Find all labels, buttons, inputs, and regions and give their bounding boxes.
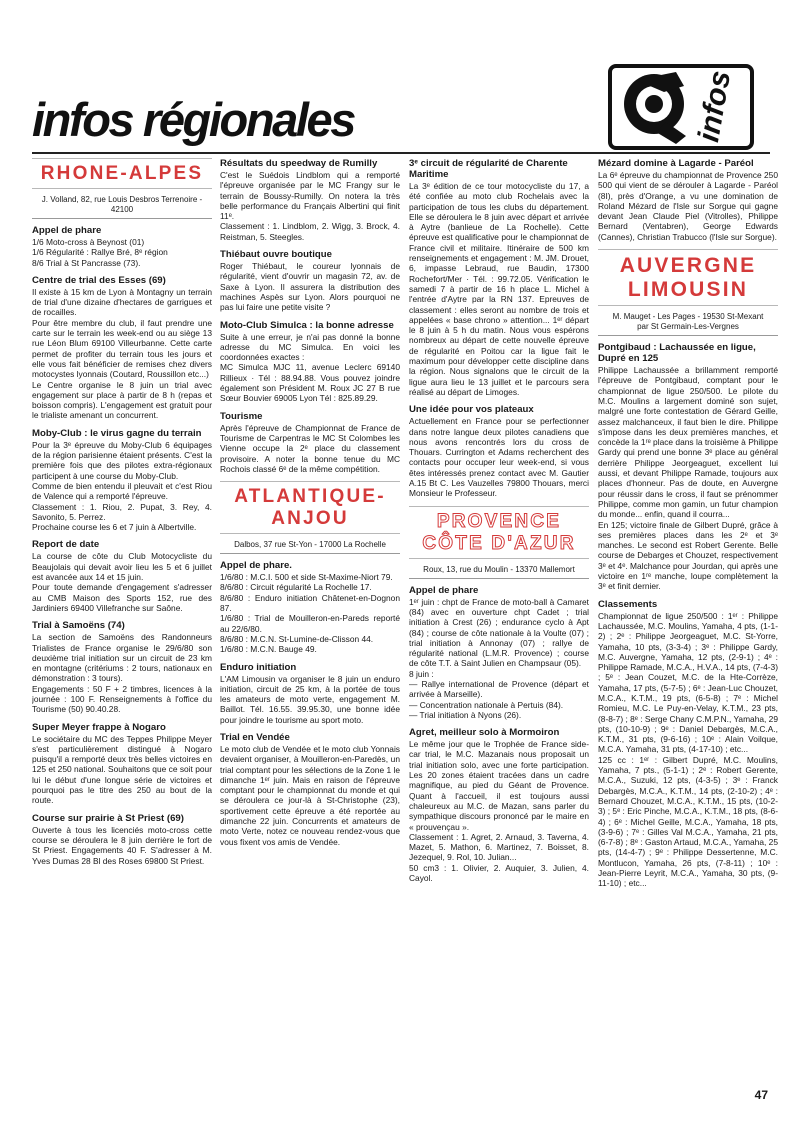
region-name: RHONE-ALPES	[40, 163, 204, 184]
article-appel-de-phare	[409, 585, 589, 721]
article-trial-en-vendee	[220, 732, 400, 847]
article-body: 1ᵉʳ juin : chpt de France de moto-ball à Camaret (84) avec en ouverture chpt Cadet ; trial initiation à Crest (26) ; endurance cyclo à Apt (84) ; course de côte nationale à la Voulte (07) ; trial initiation à Annonay (07) ; rallye de régularité national (L.M.R. Provence) ; course de côte T.T. à Saint Julien en Champsaur (05). 8 juin : — Rallye international de Provence (départ et arrivée à Marseille). — Concentration nationale à Pertuis (84). — Trial initiation à Nyons (26).	[409, 596, 589, 720]
article-headline: Agret, meilleur solo à Mormoiron	[409, 727, 560, 739]
region-name: ATLANTIQUE-ANJOU	[234, 486, 386, 530]
article-body: Le sociétaire du MC des Teppes Philippe Meyer s'est particulièrement distingué à Nogaro puisqu'il a remporté deux très belles victoires en 125 et 250 national. Souhaitons que ce soit pour lui le début d'une longue série de victoires et pourquoi pas le titre des 250 au bout de la route.	[32, 733, 212, 806]
article-headline: Classements	[598, 598, 658, 610]
region-header-provence-cote-d-azur	[409, 506, 589, 559]
article-headline: Une idée pour vos plateaux	[409, 404, 534, 416]
article-headline: Appel de phare	[409, 584, 479, 596]
article-body: 1/6 Moto-cross à Beynost (01) 1/6 Régularité : Rallye Bré, 8ᵉ région 8/6 Trial à St Pancrasse (73).	[32, 237, 168, 268]
article-body: Championnat de ligue 250/500 : 1ᵉʳ : Philippe Lachaussée, M.C. Moulins, Yamaha, 4 pts, (1-1-2) ; 2ᵉ : Philippe Jeorgeaguet, M.C. St-Yorre, Yamaha, 10 pts, (3-3-4) ; 3ᵉ : Philippe Gardy, M.C. Auvergne, Yamaha, 12 pts, (2-9-1) ; 4ᵉ : Philippe Ramade, M.C.A., H.V.A., 14 pts, (7-4-3) ; 5ᵉ : Jean Couzet, M.C. de la Hte-Corrèze, Yamaha, 17 pts, (5-7-5) ; 6ᵉ : Jean-Luc Chouzet, M.C.A., K.T.M., 19 pts, (6-5-8) ; 7ᵉ : Michel Romieu, M.C. Le Puy-en-Velay, K.T.M., 23 pts, (8-8-7) ; 8ᵉ : Serge Chany C.M.P.N., Yamaha, 29 pts, (10-10-9) ; 9ᵉ : Daniel Debargès, M.C.A., K.T.M., 31 pts, (9-6-16) ; 10ᵉ : Alain Voilque, M.C.A. Yamaha, 31 pts, (4-17-10) ; etc... 125 cc : 1ᵉʳ : Gilbert Dupré, M.C. Moulins, Yamaha, 7 pts., (5-1-1) ; 2ᵉ : Robert Gerente, M.C.A., Suzuki, 12 pts, (4-3-5) ; 3ᵉ : Franck Debargès, M.C.A., K.T.M., 14 pts, (2-10-2) ; 4ᵉ : Bernard Chouzet, M.C.A., K.T.M., 15 pts, (10-2-3) ; 5ᵉ : Eric Pinche, M.C.A., K.T.M., 18 pts, (8-6-4) ; 6ᵉ : Michel Geille, M.C.A., Yamaha, 18 pts, (3-9-6) ; 7ᵉ : Gilles Val M.C.A., Yamaha, 21 pts, (6-7-8) ; 8ᵉ : Gaston Artaud, M.C.A., Yamaha, 25 pts, (14-4-7) ; 9ᵉ : Philippe Dessertenne, M.C. Montlucon, Yamaha, 26 pts, (7-8-11) ; 10ᵉ : Jean-Pierre Leyrit, M.C.A., Yamaha, 30 pts, (9-11-10) ; etc...	[598, 610, 778, 889]
article-headline: Report de date	[32, 539, 100, 551]
column-1	[32, 158, 212, 1100]
article-appel-de-phare	[32, 225, 212, 268]
article-pontgibaud-lachaussee-en-ligue-dupre-en-	[598, 342, 778, 592]
article-headline: Course sur prairie à St Priest (69)	[32, 812, 184, 824]
article-thiebaut-ouvre-boutique	[220, 249, 400, 312]
page-title: infos régionales	[32, 93, 355, 146]
article-body: La course de côte du Club Motocycliste du Beaujolais qui devait avoir lieu les 5 et 6 juillet est avancée aux 14 et 15 juin. Pour toute demande d'engagement s'adresser au CMB Maison des Sports 152, rue des Jardiniers 69400 Villefranche sur Saône.	[32, 551, 212, 613]
article-centre-de-trial-des-esses-69	[32, 275, 212, 421]
article-body: L'AM Limousin va organiser le 8 juin un enduro initiation, circuit de 25 km, à la portée de tous les amateurs de moto verte, engagement M. Baillot. Tél. 16.55. 39.95.30, une bonne idée pour joindre le tourisme au sport moto.	[220, 673, 400, 725]
article-headline: Appel de phare.	[220, 560, 292, 572]
logo-text: infos	[692, 68, 738, 145]
article-une-idee-pour-vos-plateaux	[409, 404, 589, 498]
article-headline: Trial en Vendée	[220, 731, 290, 743]
article-headline: Super Meyer frappe à Nogaro	[32, 721, 166, 733]
article-body: Après l'épreuve de Championnat de France de Tourisme de Carpentras le MC St Colombes les Vienne occupe la 2ᵉ place du classement provisoire. A noter la bonne tenue du MC Rochois classé 6ᵉ de la même compétition.	[220, 422, 400, 474]
region-correspondent-address: J. Volland, 82, rue Louis Desbros Terrenoire - 42100	[32, 193, 212, 219]
region-header-auvergne-limousin	[598, 249, 778, 306]
article-body: Il existe à 15 km de Lyon à Montagny un terrain de trial d'une dizaine d'hectares de garrigues et de rocailles. Pour être membre du club, il faut prendre une carte sur le terrain les week-end ou au siège 13 rue Léon Blum 69100 Villeurbanne. Cette carte permet de profiter du terrain tous les jours et elle vous fait bénéficier de remises chez divers motocystes lyonnais (Coutard, Roussillon etc...) Le Centre organise le 8 juin un trial avec engagement sur place à partir de 8 h (repas et boisson compris). L'engagement est gratuit pour le trialiste amenant un concurrent.	[32, 286, 212, 421]
article-headline: Appel de phare	[32, 225, 102, 236]
article-headline: Moby-Club : le virus gagne du terrain	[32, 427, 202, 439]
region-correspondent-address: M. Mauget - Les Pages - 19530 St-Mexant par St Germain-Les-Vergnes	[598, 310, 778, 336]
article-body: La 6ᵉ épreuve du championnat de Provence 250 500 qui vient de se dérouler à Lagarde - Paréol (8I), près d'Orange, a vu une domination de Roland Mézard de l'Isle sur Sorgue qui gagne devant Jean Claude Piel (Vitrolles), Philippe Bernard (Ventabren), George Edwards (Cannes), Christian Trabucco (l'Isle sur Sorgue).	[598, 170, 778, 242]
article-body: La 3ᵉ édition de ce tour motocycliste du 17, a été confiée au moto club Rochelais avec la participation de tous les clubs du département. Elle se déroulera le 8 juin avec départ et arrivée à Aytre (banlieue de La Rochelle). Cette épreuve est qualificative pour le championnat de France civil et militaire. Itinéraire de 500 km renseignements et engagement : M. JM. Drouet, 6, impasse Lebraud, rue Baudin, 17300 Rochefort/Mer · Tél. : 99.72.05. Vérification le samedi 7 à partir de 16 h place L. Michel à l'entrée d'Aytre par la RN 137. Epreuves de classement : elles seront au nombre de trois et appelées « base chrono » attention... 1ᵉʳ départ le 8 juin à 5 h du matin. Nous vous espérons nombreux au départ de cette nouvelle épreuve de régularité en Poitou car la ligue fait le maximum pour développer cette discipline dans la région. Nous signalons que le circuit de la ligue aura lieu le 13 juillet et le parcours sera réalisé au départ de Limoges.	[409, 181, 589, 397]
region-header-atlantique-anjou	[220, 481, 400, 534]
region-name: AUVERGNE LIMOUSIN	[619, 254, 757, 302]
article-appel-de-phare	[220, 560, 400, 654]
article-resultats-du-speedway-de-rumilly	[220, 158, 400, 242]
column-3	[409, 158, 589, 1100]
article-body: Actuellement en France pour se perfectionner dans notre langue deux pilotes canadiens que nous avons rencontrés lors du cross de Thouars. Currington et Adams recherchent des contacts pour occuper leur week-end, si vous êtes intéressés prenez contact avec M. Gautier A.15 Bt C. Les Vauzelles 79800 Thouars, merci Monsieur le Professeur.	[409, 416, 589, 499]
article-super-meyer-frappe-a-nogaro	[32, 722, 212, 806]
infos-motorcycle-logo	[606, 52, 756, 160]
region-name: PROVENCE CÔTE D'AZUR	[422, 510, 576, 554]
region-correspondent-address: Dalbos, 37 rue St-Yon - 17000 La Rochelle	[220, 538, 400, 554]
article-body: Philippe Lachaussée a brillamment remporté l'épreuve de Pontgibaud, comptant pour le championnat de ligue 250/500. Le pilote du M.C. Moulins a largement dominé son sujet, malgré une forte contestation de Gérard Geille, assez malchanceux, il faut bien le dire. Philippe s'impose dans les deux premières manches, et concède la 1ʳᵉ place dans la troisième à Philippe Gardy qui prend une bonne 3ᵉ place au général derrière Philippe Jeorgeaguet, excellent lui aussi, et devant Philippe Ramade, toujours aux places d'honneur. Pas de doute, en Auvergne pour réussir dans le cross, il faut se prénommer Philippe, comme mon gamin, un futur champion du monde... enfin, quand il courra... En 125; victoire finale de Gilbert Dupré, grâce à ses premières places dans les 2ᵉ et 3ᵉ manches. Le second est Robert Gerente. Belle course de Debarges et Chouzet, respectivement 3ᵉ et 4ᵉ. Malchance pour Jourdan, qui après une victoire en 1ʳᵉ manche, loupe complètement la 3ᵉ et finit dernier.	[598, 365, 778, 592]
article-trial-a-samoens-74	[32, 620, 212, 714]
region-header-rhone-alpes	[32, 158, 212, 189]
article-tourisme	[220, 411, 400, 474]
article-body: Pour la 3ᵉ épreuve du Moby-Club 6 équipages de la région parisienne étaient présents. C'est la première fois que des pilotes extra-régionaux participent à une course du Moby-Club. Comme de bien entendu il pleuvait et c'est Riou de Valence qui a remporté l'épreuve. Classement : 1. Riou, 2. Pupat, 3. Rey, 4. Savonito, 5. Perrez. Prochaine course les 6 et 7 juin à Albertville.	[32, 439, 212, 533]
article-moto-club-simulca-la-bonne-adresse	[220, 320, 400, 404]
article-mezard-domine-a-lagarde-pareol	[598, 158, 778, 242]
article-headline: Thiébaut ouvre boutique	[220, 249, 332, 261]
article-headline: Mézard domine à Lagarde - Paréol	[598, 158, 754, 169]
article-course-sur-prairie-a-st-priest-69	[32, 813, 212, 866]
title-rule	[32, 152, 770, 154]
article-body: Suite à une erreur, je n'ai pas donné la bonne adresse du MC Simulca. En voici les coordonnées exactes : MC Simulca MJC 11, avenue Leclerc 69140 Rillieux · Tél : 88.94.88. Vous pouvez joindre également son Président M. Roux JC 27 B rue Sœur Bouvier 69005 Lyon Tél : 825.89.29.	[220, 331, 400, 404]
article-body: Roger Thiébaut, le coureur lyonnais de régularité, vient d'ouvrir un magasin 72, av. de Saxe à Lyon. Il assurera la distribution des machines Aspès sur Lyon. Alors pourquoi ne pas lui faire une petite visite ?	[220, 261, 400, 313]
article-headline: Moto-Club Simulca : la bonne adresse	[220, 319, 394, 331]
page-number: 47	[754, 1088, 768, 1102]
article-report-de-date	[32, 539, 212, 613]
article-moby-club-le-virus-gagne-du-terrain	[32, 428, 212, 533]
article-headline: Résultats du speedway de Rumilly	[220, 158, 378, 169]
article-headline: Pontgibaud : Lachaussée en ligue, Dupré en 125	[598, 342, 756, 365]
article-headline: Centre de trial des Esses (69)	[32, 274, 166, 286]
article-agret-meilleur-solo-a-mormoiron	[409, 727, 589, 883]
column-2	[220, 158, 400, 1100]
article-headline: 3ᵉ circuit de régularité de Charente Maritime	[409, 158, 568, 180]
article-body: Ouverte à tous les licenciés moto-cross cette course se déroulera le 8 juin derrière le fort de St Priest. Engagements 40 F. S'adresser à M. Yves Dumas 28 Bl des Roses 69800 St Priest.	[32, 824, 212, 866]
article-classements	[598, 599, 778, 889]
article-body: C'est le Suédois Lindblom qui a remporté l'épreuve organisée par le MC Frangy sur le terrain de Boussy-Rumilly. On notera la très belle performance du Français Albertini qui finit 11ᵉ. Classement : 1. Lindblom, 2. Wigg, 3. Brock, 4. Reistman, 5. Steegles.	[220, 170, 400, 242]
article-3-circuit-de-regularite-de-charente-mari	[409, 158, 589, 397]
article-headline: Tourisme	[220, 410, 263, 422]
column-4	[598, 158, 778, 1100]
region-correspondent-address: Roux, 13, rue du Moulin - 13370 Mallemort	[409, 563, 589, 579]
article-body: Le même jour que le Trophée de France side-car trial, le M.C. Mazanais nous proposait un trial initiation solo, avec une forte participation. Les 20 zones étaient tracées dans un cadre magnifique, au pied du Géant de Provence. Quant à l'accueil, il est toujours aussi chaleureux au M.C. de Mazan, sans parler du sympathique discours prononcé par le maire en « prouvençau ». Classement : 1. Agret, 2. Arnaud, 3. Taverna, 4. Mazet, 5. Mathon, 6. Martinez, 7. Boisset, 8. Jezequel, 9. Rol, 10. Julian... 50 cm3 : 1. Olivier, 2. Auquier, 3. Julien, 4. Cayol.	[409, 739, 589, 884]
article-body: La section de Samoëns des Randonneurs Trialistes de France organise le 29/6/80 son deuxième trial initiation sur un circuit de 23 km en montagne (critériums : 2 tours, nationaux en démonstration : 3 tours). Engagements : 50 F + 2 timbres, licences à la journée : 100 F. Renseignements à l'office du Tourisme (50) 90.40.28.	[32, 632, 212, 715]
article-enduro-initiation	[220, 662, 400, 725]
article-body: Le moto club de Vendée et le moto club Yonnais devaient organiser, à Mouilleron-en-Paredès, un trial comptant pour les sélections de la Zone 1 le dimanche 1ᵉʳ juin. Mais en raison de l'épreuve comptant pour le championnat du monde et qui se déroulera ce jour-là à St-Christophe (23), sportivement cette épreuve a été reportée au dimanche 22 juin. Concurrents et amateurs de moto Verte, notez ce nouveau rendez-vous que vous fixent vos amis de Vendée.	[220, 743, 400, 847]
article-body: 1/6/80 : M.C.I. 500 et side St-Maxime-Niort 79. 8/6/80 : Circuit régularité La Rochelle 17. 8/6/80 : Enduro initiation Châtenet-en-Dognon 87. 1/6/80 : Trial de Mouilleron-en-Pareds reporté au 22/6/80. 8/6/80 : M.C.N. St-Lumine-de-Clisson 44. 1/6/80 : M.C.N. Bauge 49.	[220, 572, 400, 655]
article-headline: Trial à Samoëns (74)	[32, 620, 125, 632]
article-headline: Enduro initiation	[220, 661, 297, 673]
